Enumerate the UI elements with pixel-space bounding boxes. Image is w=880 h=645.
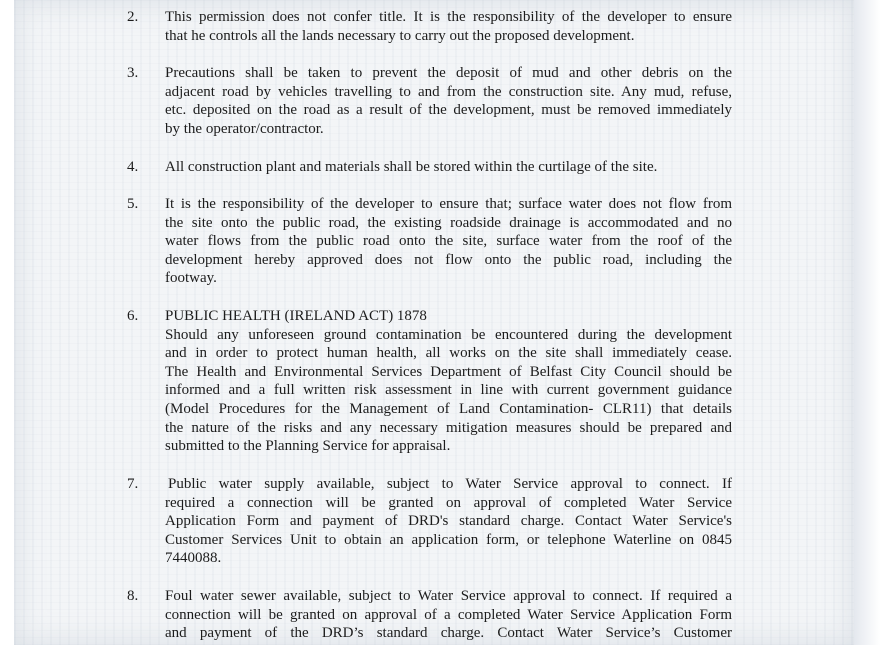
text-line: and payment of the DRD’s standard charge. Contact Water Service’s Customer <box>165 625 732 642</box>
text-line: Foul water sewer available, subject to Water Service approval to connect. If required a <box>165 588 732 604</box>
text-line: It is the responsibility of the developer to ensure that; surface water does not flow from <box>165 196 732 212</box>
text-line: Customer Services Unit to obtain an application form, or telephone Waterline on 0845 <box>165 531 732 548</box>
text-line: All construction plant and materials shall be stored within the curtilage of the site. <box>165 159 658 175</box>
text-line: the nature of the risks and any necessary mitigation measures should be prepared and <box>165 419 732 436</box>
text-line: the site onto the public road, the existing roadside drainage is accommodated and no <box>165 214 732 231</box>
text-line: informed and a full written risk assessment in line with current government guidance <box>165 382 732 399</box>
text-line: that he controls all the lands necessary to carry out the proposed development. <box>165 27 635 44</box>
item-text <box>165 195 732 288</box>
text-line: Application Form and payment of DRD's standard charge. Contact Water Service's <box>165 513 732 530</box>
item-number: 6. <box>127 308 139 324</box>
text-line: The Health and Environmental Services Department of Belfast City Council should be <box>165 363 732 380</box>
item-text <box>165 64 732 138</box>
text-line: Public water supply available, subject to Water Service approval to connect. If <box>168 476 732 492</box>
item-text <box>165 307 732 456</box>
text-line: connection will be granted on approval of a completed Water Service Application Form <box>165 606 732 623</box>
item-number: 2. <box>127 9 139 25</box>
text-line: required a connection will be granted on approval of completed Water Service <box>165 494 732 511</box>
text-line: water flows from the public road onto the site, surface water from the roof of the <box>165 233 732 250</box>
text-line: 7440088. <box>165 550 222 567</box>
item-text <box>165 8 732 45</box>
section-heading: PUBLIC HEALTH (IRELAND ACT) 1878 <box>165 308 427 324</box>
item-text <box>165 587 732 643</box>
item-number: 8. <box>127 588 139 604</box>
item-number: 4. <box>127 159 139 175</box>
text-line: adjacent road by vehicles travelling to and from the construction site. Any mud, refuse, <box>165 83 732 100</box>
text-line: This permission does not confer title. It is the responsibility of the developer to ensure <box>165 9 732 25</box>
item-number: 7. <box>127 476 139 492</box>
scan-edge <box>854 0 880 645</box>
item-text <box>165 475 732 568</box>
text-line: and in order to protect human health, all works on the site shall immediately cease. <box>165 345 732 362</box>
text-line: by the operator/contractor. <box>165 120 324 137</box>
text-line: submitted to the Planning Service for appraisal. <box>165 438 451 455</box>
text-line: Precautions shall be taken to prevent the deposit of mud and other debris on the <box>165 65 732 81</box>
item-text <box>165 158 732 177</box>
text-line: (Model Procedures for the Management of Land Contamination- CLR11) that details <box>165 400 732 417</box>
item-number: 5. <box>127 196 139 212</box>
text-line: etc. deposited on the road as a result of the development, must be removed immediately <box>165 102 732 119</box>
item-number: 3. <box>127 65 139 81</box>
text-line: footway. <box>165 270 217 287</box>
text-line: Should any unforeseen ground contamination be encountered during the development <box>165 326 732 343</box>
text-line: development hereby approved does not flow onto the public road, including the <box>165 251 732 268</box>
